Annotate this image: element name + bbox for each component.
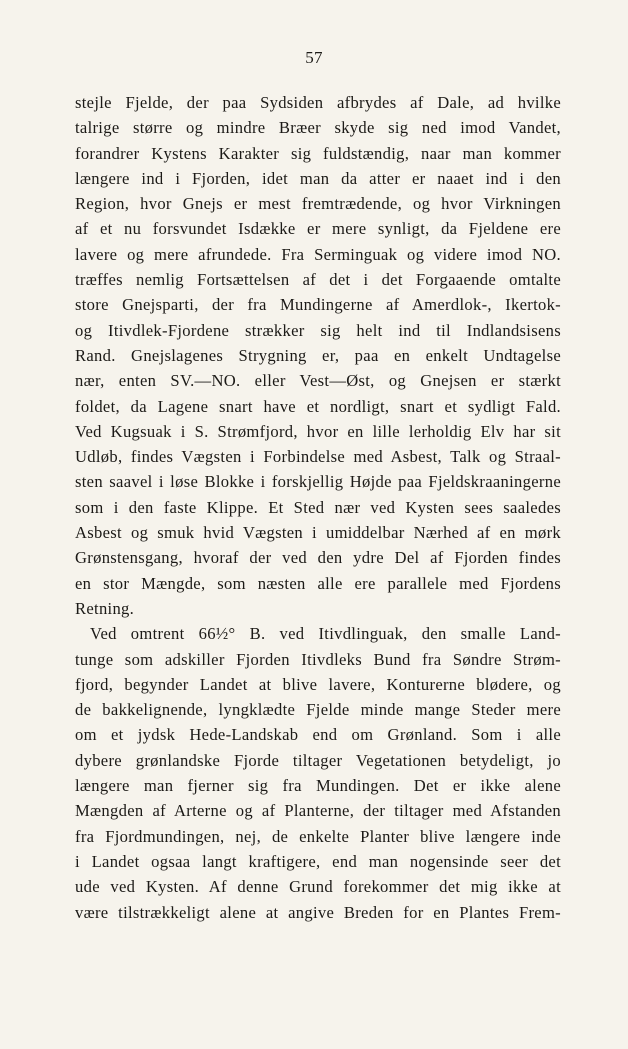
text-line: dybere grønlandske Fjorde tiltager Vegetationen betydeligt, jo [75, 750, 561, 770]
paragraph-1 [75, 90, 561, 621]
text-line: Grønstensgang, hvoraf der ved den ydre Del af Fjorden findes [75, 548, 561, 568]
text-line: længere man fjerner sig fra Mundingen. Det er ikke alene [75, 776, 561, 796]
text-line: de bakkelignende, lyngklædte Fjelde minde mange Steder mere [75, 700, 561, 720]
text-line: Ved Kugsuak i S. Strømfjord, hvor en lille lerholdig Elv har sit [75, 421, 561, 441]
text-line: længere ind i Fjorden, idet man da atter er naaet ind i den [75, 168, 561, 188]
text-line: store Gnejsparti, der fra Mundingerne af Amerdlok-, Ikertok- [75, 295, 561, 315]
text-line: lavere og mere afrundede. Fra Serminguak og videre imod NO. [75, 244, 561, 264]
text-line: om et jydsk Hede-Landskab end om Grønland. Som i alle [75, 725, 561, 745]
text-body [75, 90, 561, 925]
text-line: Retning. [75, 598, 135, 618]
text-line: Asbest og smuk hvid Vægsten i umiddelbar Nærhed af en mørk [75, 523, 561, 543]
text-line: talrige større og mindre Bræer skyde sig ned imod Vandet, [75, 118, 561, 138]
page-number: 57 [305, 48, 323, 67]
text-line: ude ved Kysten. Af denne Grund forekommer det mig ikke at [75, 877, 561, 897]
text-line: sten saavel i løse Blokke i forskjellig Højde paa Fjeldskraaningerne [75, 472, 561, 492]
text-line: fra Fjordmundingen, nej, de enkelte Planter blive længere inde [75, 826, 561, 846]
text-line: tunge som adskiller Fjorden Itivdleks Bund fra Søndre Strøm- [75, 649, 561, 669]
text-line: Udløb, findes Vægsten i Forbindelse med Asbest, Talk og Straal- [75, 447, 561, 467]
text-line: foldet, da Lagene snart have et nordligt, snart et sydligt Fald. [75, 396, 561, 416]
text-line: som i den faste Klippe. Et Sted nær ved Kysten sees saaledes [75, 497, 561, 517]
text-line: i Landet ogsaa langt kraftigere, end man nogensinde seer det [75, 851, 561, 871]
text-line: en stor Mængde, som næsten alle ere parallele med Fjordens [75, 573, 561, 593]
text-line: forandrer Kystens Karakter sig fuldstændig, naar man kommer [75, 143, 561, 163]
text-line: nær, enten SV.—NO. eller Vest—Øst, og Gnejsen er stærkt [75, 371, 561, 391]
text-line: Rand. Gnejslagenes Strygning er, paa en enkelt Undtagelse [75, 345, 561, 365]
text-line: og Itivdlek-Fjordene strækker sig helt ind til Indlandsisens [75, 320, 561, 340]
paragraph-2 [75, 621, 561, 925]
text-line: Region, hvor Gnejs er mest fremtrædende, og hvor Virkningen [75, 194, 561, 214]
text-line: være tilstrækkeligt alene at angive Breden for en Plantes Frem- [75, 902, 561, 922]
text-line: af et nu forsvundet Isdække er mere synligt, da Fjeldene ere [75, 219, 561, 239]
text-line: Mængden af Arterne og af Planterne, der tiltager med Afstanden [75, 801, 561, 821]
text-line: træffes nemlig Fortsættelsen af det i det Forgaaende omtalte [75, 270, 561, 290]
text-line: Ved omtrent 66½° B. ved Itivdlinguak, den smalle Land- [90, 624, 561, 644]
text-line: stejle Fjelde, der paa Sydsiden afbrydes af Dale, ad hvilke [75, 93, 561, 112]
text-line: fjord, begynder Landet at blive lavere, Konturerne blødere, og [75, 674, 561, 694]
